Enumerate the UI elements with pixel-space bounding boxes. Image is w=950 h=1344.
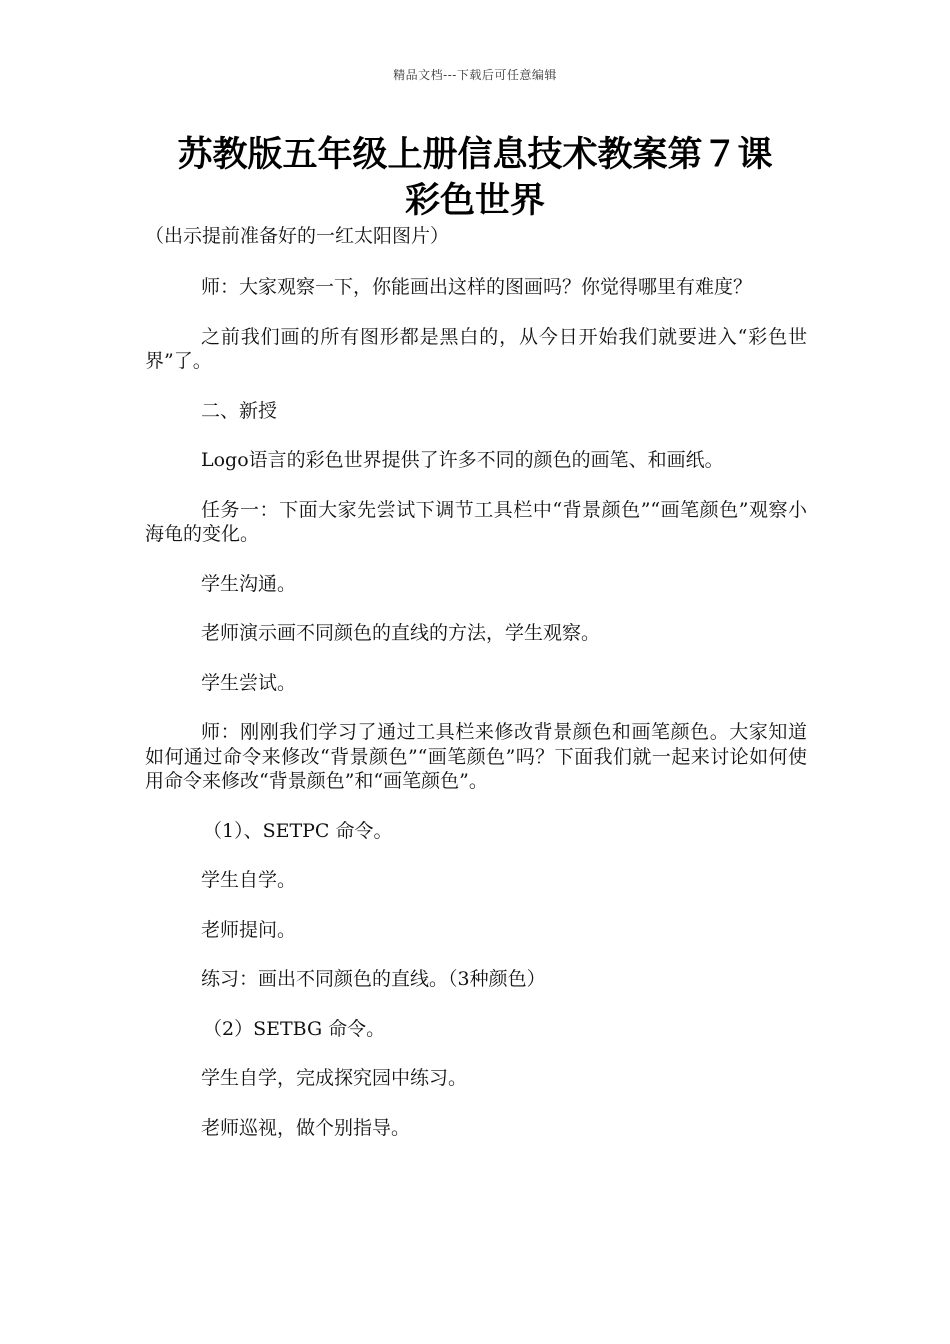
paragraph: 老师演示画不同颜色的直线的方法，学生观察。 [201,622,601,644]
paragraph: 学生自学。 [201,869,297,891]
paragraph: 任务一：下面大家先尝试下调节工具栏中“背景颜色”“画笔颜色”观察小海龟的变化。 [145,498,807,545]
document-title [100,132,850,224]
paragraph: 老师提问。 [201,918,297,941]
paragraph: 学生沟通。 [201,572,297,595]
paragraph: Logo语言的彩色世界提供了许多不同的颜色的画笔、和画纸。 [201,449,724,471]
command-heading: （1）、SETPC 命令。 [203,819,393,842]
paragraph: 老师巡视，做个别指导。 [201,1116,411,1139]
command-heading: （2）SETBG 命令。 [203,1017,386,1040]
paragraph: 师：刚刚我们学习了通过工具栏来修改背景颜色和画笔颜色。大家知道如何通过命令来修改“背景颜色”“画笔颜色”吗？下面我们就一起来讨论如何使用命令来修改“背景颜色”和“画笔颜色”。 [145,721,807,792]
intro-note: （出示提前准备好的一红太阳图片） [145,225,450,247]
section-heading: 二、新授 [201,399,278,422]
title-line-1: 苏教版五年级上册信息技术教案第７课 [177,134,773,175]
paragraph: 学生尝试。 [201,671,297,694]
paragraph: 练习：画出不同颜色的直线。（3种颜色） [201,968,546,990]
paragraph: 学生自学，完成探究园中练习。 [201,1067,468,1089]
paragraph: 师：大家观察一下，你能画出这样的图画吗？你觉得哪里有难度？ [201,276,753,298]
page-header: 精品文档---下载后可任意编辑 [393,68,557,82]
paragraph: 之前我们画的所有图形都是黑白的，从今日开始我们就要进入“彩色世界”了。 [145,325,807,372]
title-line-2: 彩色世界 [404,180,545,221]
document-body [145,275,807,1165]
